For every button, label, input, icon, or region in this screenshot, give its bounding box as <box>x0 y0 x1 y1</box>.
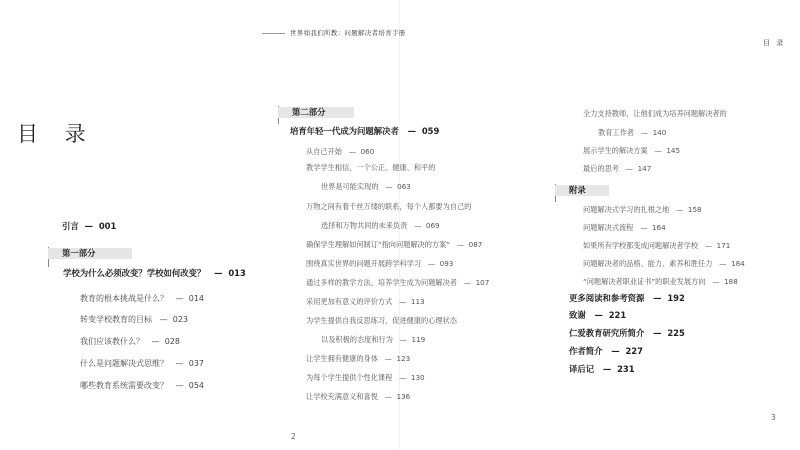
toc-entry[interactable]: 哪些教育系统需要改变？ — 054 <box>80 381 205 390</box>
toc-entry[interactable]: 教学学生相信，一个公正、健康、和平的 <box>306 163 436 172</box>
toc-title: 目 录 <box>17 122 96 146</box>
page-number-left: 2 <box>291 432 296 441</box>
page-number-right: 3 <box>771 413 776 422</box>
toc-entry-continued[interactable]: 以及积极的态度和行为 — 119 <box>321 335 426 344</box>
toc-entry[interactable]: 问题解决者的品格、能力、素养和胜任力 — 184 <box>583 259 745 268</box>
toc-entry[interactable]: 从自己开始 — 060 <box>306 147 375 156</box>
toc-entry-back-matter[interactable]: 仁爱教育研究所简介 — 225 <box>569 328 685 338</box>
appendix-label: 附录 <box>555 185 609 196</box>
toc-entry[interactable]: 如果所有学校都变成问题解决者学校 — 171 <box>583 241 731 250</box>
toc-entry[interactable]: 我们应该教什么？ — 028 <box>80 337 181 346</box>
toc-entry[interactable]: 采用更加有意义的评价方式 — 113 <box>306 297 425 306</box>
toc-entry[interactable]: 通过多样的教学方法，培养学生成为问题解决者 — 107 <box>306 278 490 287</box>
toc-entry[interactable]: 让学生拥有健康的身体 — 123 <box>306 354 411 363</box>
toc-entry-part2-chapter[interactable]: 培育年轻一代成为问题解决者 — 059 <box>290 126 440 136</box>
toc-entry[interactable]: 什么是问题解决式思维？ — 037 <box>80 359 205 368</box>
toc-entry-back-matter[interactable]: 更多阅读和参考资源 — 192 <box>569 293 685 303</box>
toc-entry[interactable]: 围绕真实世界的问题开展跨学科学习 — 093 <box>306 259 454 268</box>
toc-entry[interactable]: 问题解决式流程 — 164 <box>583 223 666 232</box>
toc-entry[interactable]: 展示学生的解决方案 — 145 <box>583 146 681 155</box>
toc-entry[interactable]: 万物之间有着千丝万缕的联系，每个人都要为自己的 <box>306 202 472 211</box>
toc-entry-part1-chapter[interactable]: 学校为什么必须改变？学校如何改变？ — 013 <box>63 268 246 278</box>
toc-entry[interactable]: 全力支持教师，让他们成为培养问题解决者的 <box>583 109 727 118</box>
toc-entry[interactable]: 为每个学生提供个性化课程 — 130 <box>306 373 425 382</box>
toc-entry[interactable]: 为学生提供自我反思练习，促进健康的心理状态 <box>306 316 457 325</box>
toc-entry[interactable]: 转变学校教育的目标 — 023 <box>80 315 189 324</box>
toc-entry-back-matter[interactable]: 作者简介 — 227 <box>569 346 643 356</box>
toc-entry-back-matter[interactable]: 译后记 — 231 <box>569 364 635 374</box>
toc-entry[interactable]: 教育的根本挑战是什么？ — 014 <box>80 294 205 303</box>
toc-entry[interactable]: “问题解决者职业证书”的职业发展方向 — 188 <box>583 277 738 286</box>
toc-entry-continued[interactable]: 世界是可能实现的 — 063 <box>321 182 411 191</box>
toc-entry[interactable]: 让学校充满意义和喜悦 — 136 <box>306 392 411 401</box>
running-header-title: 世界如我们所教：问题解决者培育手册 <box>290 29 406 37</box>
header-rule <box>262 33 285 34</box>
toc-entry-back-matter[interactable]: 致谢 — 221 <box>569 310 627 320</box>
toc-entry-continued[interactable]: 选择和万物共同的未来负责 — 069 <box>321 221 440 230</box>
running-header-section: 目 录 <box>763 39 786 47</box>
toc-entry[interactable]: 问题解决式学习的扎根之地 — 158 <box>583 205 702 214</box>
toc-entry[interactable]: 确保学生理解如何制订“指向问题解决的方案” — 087 <box>306 240 483 249</box>
toc-entry-intro[interactable]: 引言 — 001 <box>62 221 117 231</box>
part1-label: 第一部分 <box>48 248 132 259</box>
part2-label: 第二部分 <box>278 107 354 118</box>
toc-entry[interactable]: 最后的思考 — 147 <box>583 164 652 173</box>
toc-entry-continued[interactable]: 教育工作者 — 140 <box>598 128 667 137</box>
